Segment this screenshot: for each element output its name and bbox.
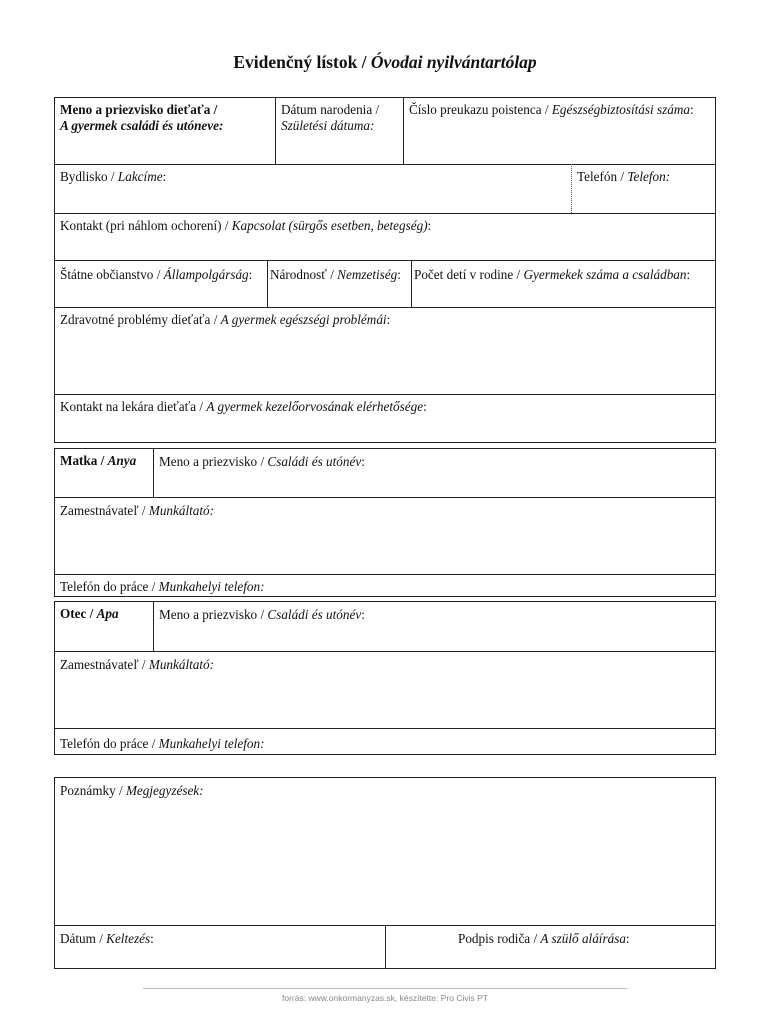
- nationality-label: Národnosť / Nemzetiség:: [270, 267, 401, 282]
- health-problems-label: Zdravotné problémy dieťaťa / A gyermek egészségi problémái:: [60, 312, 391, 327]
- child-name-label: Meno a priezvisko dieťaťa / A gyermek családi és utóneve:: [60, 102, 224, 133]
- birth-date-label: Dátum narodenia / Születési dátuma:: [281, 102, 380, 133]
- parent-signature-label: Podpis rodiča / A szülő aláírása:: [458, 931, 630, 946]
- footer-divider: [143, 988, 627, 989]
- mother-label: Matka / Anya: [60, 453, 137, 468]
- mother-work-phone-label: Telefón do práce / Munkahelyi telefon:: [60, 579, 265, 594]
- date-label: Dátum / Keltezés:: [60, 931, 154, 946]
- father-label: Otec / Apa: [60, 606, 119, 621]
- children-count-label: Počet detí v rodine / Gyermekek száma a családban:: [414, 267, 691, 282]
- father-section: [54, 601, 716, 755]
- father-name-label: Meno a priezvisko / Családi és utónév:: [159, 607, 365, 622]
- citizenship-label: Štátne občianstvo / Állampolgárság:: [60, 267, 253, 282]
- doctor-contact-label: Kontakt na lekára dieťaťa / A gyermek kezelőorvosának elérhetősége:: [60, 399, 427, 414]
- footer-source: forrás: www.onkormanyzas.sk, készítette: Pro Civis PT: [282, 993, 488, 1003]
- mother-employer-label: Zamestnávateľ / Munkáltató:: [60, 503, 215, 518]
- child-section: [54, 97, 716, 443]
- insurance-number-label: Číslo preukazu poistenca / Egészségbiztosítási száma:: [409, 102, 694, 117]
- notes-section: [54, 777, 716, 969]
- father-work-phone-label: Telefón do práce / Munkahelyi telefon:: [60, 736, 265, 751]
- phone-label: Telefón / Telefon:: [577, 169, 671, 184]
- address-label: Bydlisko / Lakcíme:: [60, 169, 167, 184]
- page-title: Evidenčný lístok / Óvodai nyilvántartólap: [233, 52, 537, 72]
- father-employer-label: Zamestnávateľ / Munkáltató:: [60, 657, 215, 672]
- emergency-contact-label: Kontakt (pri náhlom ochorení) / Kapcsolat (sürgős esetben, betegség):: [60, 218, 432, 233]
- notes-label: Poznámky / Megjegyzések:: [60, 783, 204, 798]
- mother-name-label: Meno a priezvisko / Családi és utónév:: [159, 454, 365, 469]
- mother-section: [54, 448, 716, 597]
